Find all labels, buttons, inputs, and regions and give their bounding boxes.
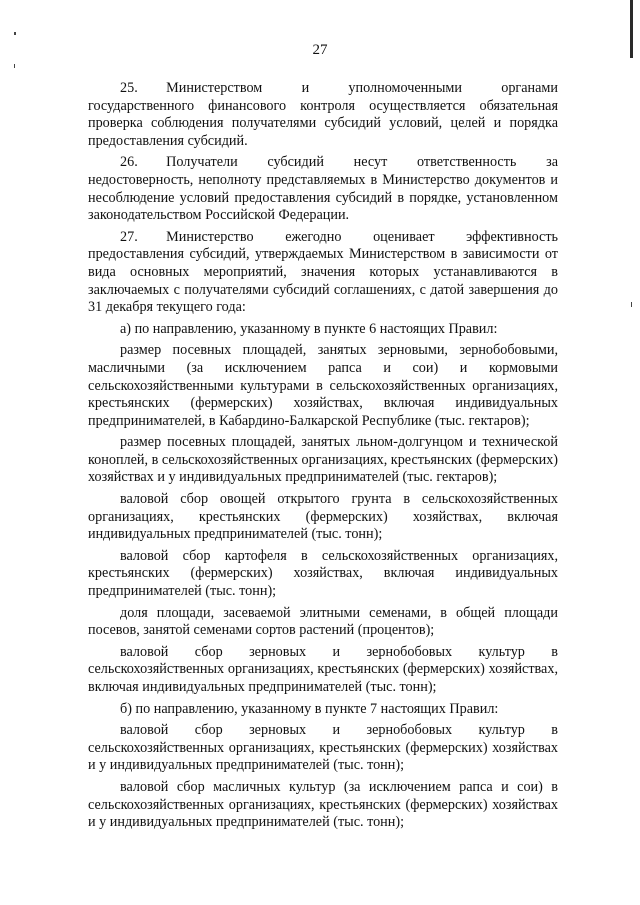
list-item: валовой сбор картофеля в сельскохозяйственных организациях, крестьянских (фермерских) хозяйствах, включая индивидуальных предпринимателей (тыс. тонн); xyxy=(88,547,558,600)
list-item: доля площади, засеваемой элитными семенами, в общей площади посевов, занятой семенами сортов растений (процентов); xyxy=(88,604,558,639)
paragraph-26: 26. Получатели субсидий несут ответственность за недостоверность, неполноту представляемых в Министерство документов и несоблюдение условий предоставления субсидий в порядке, установленном законодательством Российской Федерации. xyxy=(88,154,558,224)
paragraph-25: 25. Министерством и уполномоченными органами государственного финансового контроля осуществляется обязательная проверка соблюдения получателями субсидий условий, целей и порядка предоставления субсидий. xyxy=(88,80,558,149)
scan-artifact xyxy=(631,302,632,307)
subitem-a-heading: а) по направлению, указанному в пункте 6 настоящих Правил: xyxy=(120,320,498,337)
subitem-b-heading: б) по направлению, указанному в пункте 7 настоящих Правил: xyxy=(120,700,499,717)
list-item: валовой сбор зерновых и зернобобовых культур в сельскохозяйственных организациях, крестьянских (фермерских) хозяйствах и у индивидуальных предпринимателей (тыс. тонн); xyxy=(88,722,558,774)
paragraph-27: 27. Министерство ежегодно оценивает эффективность предоставления субсидий, утверждаемых Министерством в зависимости от вида основных мероприятий, значения которых устанавливаются в заключаемых с получателями субсидий соглашениях, с датой завершения до 31 декабря текущего года: xyxy=(88,228,558,316)
list-item: валовой сбор зерновых и зернобобовых культур в сельскохозяйственных организациях, крестьянских (фермерских) хозяйствах, включая индивидуальных предпринимателей (тыс. тонн); xyxy=(88,643,558,695)
scan-artifact xyxy=(14,32,16,35)
page-number: 27 xyxy=(312,42,328,58)
scan-artifact xyxy=(14,64,15,68)
list-item: размер посевных площадей, занятых зерновыми, зернобобовыми, масличными (за исключением рапса и сои) и кормовыми сельскохозяйственными культурами в сельскохозяйственных организациях, крестьянских (фермерских) хозяйствах, включая индивидуальных предпринимателей, в Кабардино-Балкарской Республике (тыс. гектаров); xyxy=(88,342,558,429)
list-item: валовой сбор овощей открытого грунта в сельскохозяйственных организациях, крестьянских (фермерских) хозяйствах, включая индивидуальных предпринимателей (тыс. тонн); xyxy=(88,491,558,543)
document-body xyxy=(88,80,558,836)
list-item: валовой сбор масличных культур (за исключением рапса и сои) в сельскохозяйственных организациях, крестьянских (фермерских) хозяйствах и у индивидуальных предпринимателей (тыс. тонн); xyxy=(88,778,558,831)
list-item: размер посевных площадей, занятых льном-долгунцом и технической коноплей, в сельскохозяйственных организациях, крестьянских (фермерских) хозяйствах и у индивидуальных предпринимателей (тыс. гектаров); xyxy=(88,434,559,486)
